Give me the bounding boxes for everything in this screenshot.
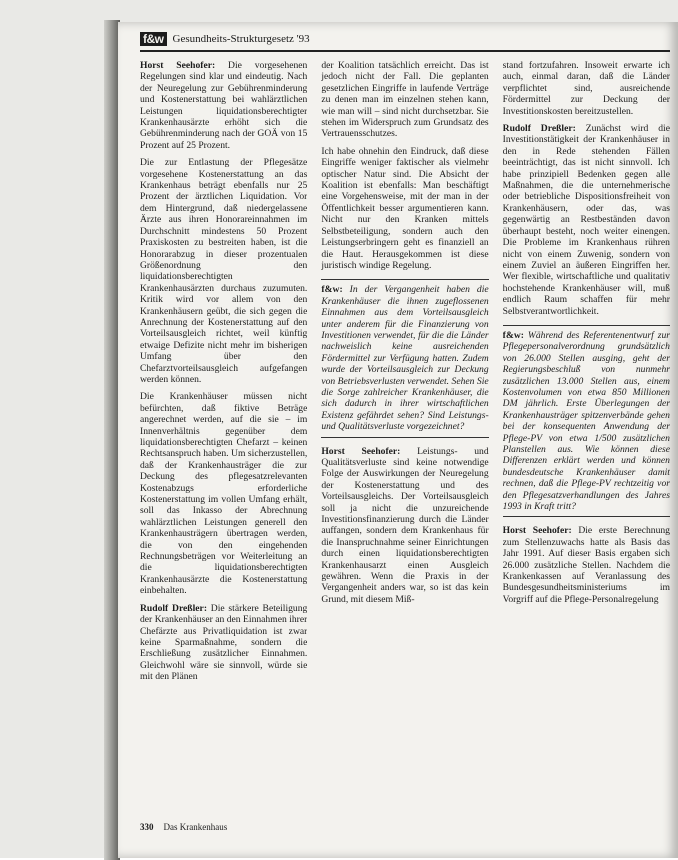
paragraph (503, 123, 670, 317)
paragraph: Die Krankenhäuser müssen nicht befürchten, daß fiktive Beträge angerechnet werden, auf die sie – im Innenverhältnis gegenüber dem liquidationsberechtigten Chefarzt – keinen Rechtsanspruch haben. Um sicherzustellen, daß der Krankenhausträger die zur Deckung des pflegesatzrelevanten Kostenabzugs erforderliche Kostenerstattung im vollen Umfang erhält, soll das Inkasso der Abrechnung wahlärztlichen Leistungen generell den Krankenhausträgern übertragen werden, die von den eingehenden Rechnungsbeträgen vor Weiterleitung an die liquidationsberechtigten Krankenhausärzte die Kostenerstattung einbehalten. (140, 391, 308, 597)
speaker-name: Horst Seehofer: (502, 525, 572, 537)
question-label: f&w: (502, 329, 524, 341)
column-1 (140, 60, 307, 820)
journal-name: Das Krankenhaus (163, 822, 228, 832)
paragraph-text: Zunächst wird die Investitionstätigkeit der Krankenhäuser in den in Rede stehenden Fällen beeinträchtigt, das ist nicht sinnvoll. Ich habe prinzipiell Bedenken gegen alle Maßnahmen, die die unternehmerische oder betriebliche Dispositionsfreiheit von Krankenhäusern, oder das, was gegenwärtig an Restbeständen davon überhaupt besteht, noch weiter einengen. Die Probleme im Krankenhaus rühren nicht von einem Zuwenig, sondern von einem Zuviel an äußeren Eingriffen her. Wer flexible, wirtschaftliche und qualitativ hochstehende Krankenhäuser will, muß endlich Raum schaffen für mehr Selbstverantwortlichkeit. (502, 123, 670, 317)
page-footer (140, 822, 670, 832)
column-2 (321, 60, 488, 820)
paragraph (140, 603, 307, 683)
column-3 (503, 60, 670, 820)
question-label: f&w: (321, 284, 343, 296)
speaker-name: Horst Seehofer: (321, 445, 401, 457)
paragraph (503, 525, 670, 605)
interviewer-question (503, 325, 670, 518)
running-header-title: Gesundheits-Strukturgesetz '93 (172, 33, 310, 45)
text-columns (140, 60, 670, 820)
paragraph: stand fortzufahren. Insoweit erwarte ich auch, einmal daran, daß die Länder verpflichtet sind, ausreichende Fördermittel zur Deckung der Investitionskosten bereitzustellen. (502, 60, 670, 117)
paragraph (321, 446, 488, 606)
speaker-name: Rudolf Dreßler: (140, 602, 208, 614)
speaker-name: Horst Seehofer: (140, 60, 216, 71)
paragraph-text: Die erste Berechnung zum Stellenzuwachs hatte als Basis das Jahr 1991. Auf dieser Basis ergaben sich 26.000 zusätzliche Stellen. Nachdem die Krankenkassen auf Veranlassung des Bundesgesundheitsministeriums im Vorgriff auf die Pflege-Personalregelung (502, 525, 670, 605)
paragraph-text: Die vorgesehenen Regelungen sind klar und eindeutig. Nach der Neuregelung zur Gebührenminderung und Kostenerstattung bei wahlärztlichen Leistungen liquidationsberechtigter Krankenhausärzte erhöht sich die Gebührenminderung nach der GOÄ von 15 Prozent auf 25 Prozent. (140, 60, 308, 151)
speaker-name: Rudolf Dreßler: (502, 123, 576, 135)
page-number: 330 (140, 822, 154, 832)
fw-logo: f&w (140, 32, 167, 46)
paragraph-text: Leistungs- und Qualitätsverluste sind keine notwendige Folge der Auswirkungen der Neuregelung der Kostenerstattung und des Vorteilsausgleichs. Der Vorteilsausgleich soll ja nicht die unzureichende Investitionsfinanzierung durch die Länder auffangen, sondern dem Krankenhaus für die Inanspruchnahme seiner Einrichtungen durch einen liquidationsberechtigten Krankenhausarzt einen Ausgleich gewähren. Wenn die Praxis in der Vergangenheit anders war, so ist das kein Grund, mit diesem Miß- (321, 445, 489, 605)
question-text: In der Vergangenheit haben die Krankenhäuser die ihnen zugeflossenen Einnahmen aus dem Vorteilsausgleich unter anderem für die Finanzierung von Investitionen verwendet, für die die Länder nachweislich keine ausreichenden Fördermittel zur Verfügung hatten. Zudem wurde der Vorteilsausgleich zur Deckung von Betriebsverlusten verwendet. Sehen Sie die Sorge zahlreicher Krankenhäuser, die sich dadurch in ihrer wirtschaftlichen Existenz gefährdet sehen? Sind Leistungs- und Qualitätsverluste vorgezeichnet? (321, 284, 489, 433)
paragraph: Die zur Entlastung der Pflegesätze vorgesehene Kostenerstattung an das Krankenhaus beträgt ebenfalls nur 25 Prozent der ärztlichen Liquidation. Vor dem Hintergrund, daß niedergelassene Ärzte aus ihren Honorareinnahmen im Durchschnitt mindestens 50 Prozent Praxiskosten zu bestreiten haben, ist die Honorarabzug in dieser prozentualen Größenordnung den liquidationsberechtigten Krankenhausärzten durchaus zuzumuten. Kritik wird vor allem von den Krankenhäusern geübt, die sich gegen die Anrechnung der Kostenerstattung auf den Vorteilsausgleich richtet, weil künftig etwaige Defizite nicht mehr im bisherigen Umfang über den Chefarztvorteilsausgleich aufgefangen werden können. (140, 157, 308, 385)
paragraph: der Koalition tatsächlich erreicht. Das ist jedoch nicht der Fall. Die geplanten gesetzlichen Eingriffe in laufende Verträge zu denen man im einzelnen stehen kann, wie man will – sind nicht durchsetzbar. Sie stehen im Widerspruch zum Grundsatz des Vertrauensschutzes. (321, 60, 489, 140)
interviewer-question (321, 279, 488, 437)
paragraph: Ich habe ohnehin den Eindruck, daß diese Eingriffe weniger faktischer als vielmehr optischer Natur sind. Die Absicht der Koalition ist ebenfalls: Man beschäftigt eine Vorgehensweise, mit der man in der Öffentlichkeit besser argumentieren kann. Nicht nur den Kranken mittels Selbstbeteiligung, sondern auch den Leistungserbringern geht es finanziell an die Haut. Herausgekommen ist diese juristisch windige Regelung. (321, 145, 489, 271)
paragraph (140, 60, 307, 151)
question-text: Während des Referentenentwurf zur Pflegepersonalverordnung grundsätzlich von 26.000 Stellen ausging, geht der Regierungsbeschluß von nunmehr zusätzlichen 13.000 Stellen aus, einem Kostenvolumen von etwa 850 Millionen DM jährlich. Erste Überlegungen der Krankenhausträger spitzenverbände gehen bei der konsequenten Anwendung der Pflege-PV von etwa 1/500 zusätzlichen Planstellen aus. Wie können diese Differenzen erklärt werden und können bundesdeutsche Krankenhäuser damit rechnen, daß die Pflege-PV rechtzeitig vor den Pflegesatzverhandlungen des Jahres 1993 in Kraft tritt? (502, 329, 670, 513)
paragraph-text: Die stärkere Beteiligung der Krankenhäuser an den Einnahmen ihrer Chefärzte aus Privatliquidation ist zwar keine Sparmaßnahme, sondern die Erschließung zusätzlicher Einnahmen. Gleichwohl wäre sie sinnvoll, würde sie mit den Plänen (140, 602, 308, 683)
running-header (140, 28, 670, 52)
